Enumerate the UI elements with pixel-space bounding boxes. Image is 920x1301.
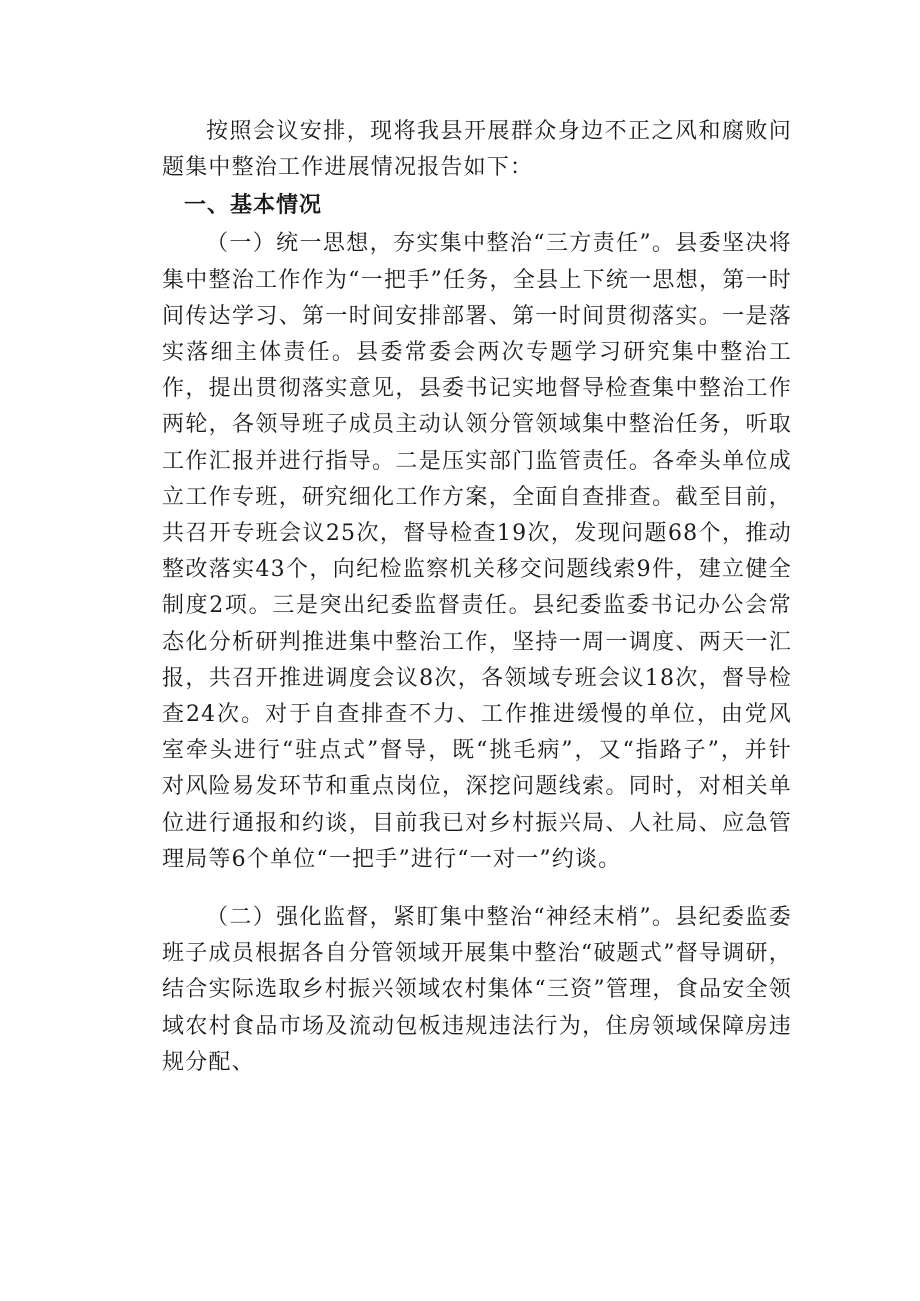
document-body: [162, 114, 792, 1081]
paragraph-strengthen-supervision: （二）强化监督，紧盯集中整治“神经末梢”。县纪委监委班子成员根据各自分管领域开展集中整治“破题式”督导调研，结合实际选取乡村振兴领域农村集体“三资”管理，食品安全领域农村食品市场及流动包板违规违法行为，住房领域保障房违规分配、: [162, 905, 792, 1075]
paragraph-unify-thinking: （一）统一思想，夯实集中整治“三方责任”。县委坚决将集中整治工作作为“一把手”任务，全县上下统一思想，第一时间传达学习、第一时间安排部署、第一时间贯彻落实。一是落实落细主体责任。县委常委会两次专题学习研究集中整治工作，提出贯彻落实意见，县委书记实地督导检查集中整治工作两轮，各领导班子成员主动认领分管领域集中整治任务，听取工作汇报并进行指导。二是压实部门监管责任。各牵头单位成立工作专班，研究细化工作方案，全面自查排查。截至目前，共召开专班会议25次，督导检查19次，发现问题68个，推动整改落实43个，向纪检监察机关移交问题线索9件，建立健全制度2项。三是突出纪委监督责任。县纪委监委书记办公会常态化分析研判推进集中整治工作，坚持一周一调度、两天一汇报，共召开推进调度会议8次，各领域专班会议18次，督导检查24次。对于自查排查不力、工作推进缓慢的单位，由党风室牵头进行“驻点式”督导，既“挑毛病”，又“指路子”，并针对风险易发环节和重点岗位，深挖问题线索。同时，对相关单位进行通报和约谈，目前我已对乡村振兴局、人社局、应急管理局等6个单位“一把手”进行“一对一”约谈。: [162, 231, 792, 872]
section-heading-basic-situation: 一、基本情况: [184, 193, 323, 219]
intro-paragraph: 按照会议安排，现将我县开展群众身边不正之风和腐败问题集中整治工作进展情况报告如下：: [162, 119, 792, 181]
